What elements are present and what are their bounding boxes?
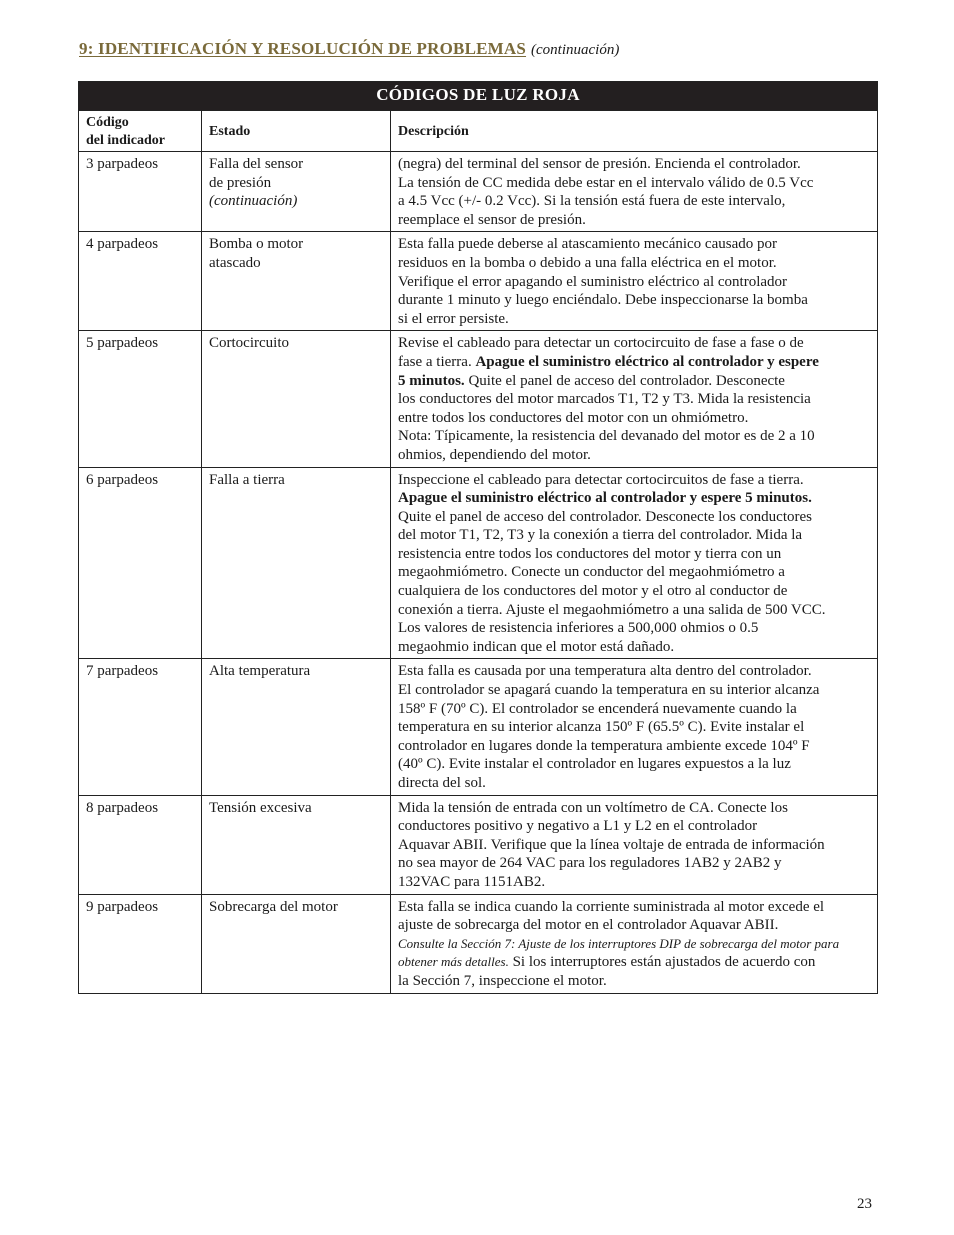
description-line: megaohmio indican que el motor está dañado. bbox=[398, 638, 675, 655]
header-description: Descripción bbox=[391, 111, 878, 152]
description-text: Si los interruptores están ajustados de acuerdo con bbox=[508, 954, 816, 971]
description-line: a 4.5 Vcc (+/- 0.2 Vcc). Si la tensión está fuera de este intervalo, bbox=[398, 193, 786, 210]
description-line bbox=[398, 372, 877, 391]
state-line: Bomba o motor bbox=[209, 236, 304, 253]
description-line: El controlador se apagará cuando la temperatura en su interior alcanza bbox=[398, 682, 820, 699]
table-row bbox=[79, 795, 878, 894]
description-line: Aquavar ABII. Verifique que la línea voltaje de entrada de información bbox=[398, 836, 825, 853]
description-line: 158º F (70º C). El controlador se encenderá nuevamente cuando la bbox=[398, 700, 797, 717]
state-cell: Falla a tierra bbox=[202, 467, 391, 659]
warning-text: 5 minutos. bbox=[398, 372, 465, 389]
description-cell bbox=[391, 795, 878, 894]
header-code bbox=[79, 111, 202, 152]
state-cell: Tensión excesiva bbox=[202, 795, 391, 894]
state-line: Falla del sensor bbox=[209, 156, 304, 172]
description-line: conexión a tierra. Ajuste el megaohmiómetro a una salida de 500 VCC. bbox=[398, 601, 826, 618]
description-line bbox=[398, 353, 877, 372]
description-line: temperatura en su interior alcanza 150º F (65.5º C). Evite instalar el bbox=[398, 719, 805, 736]
header-code-line2: del indicador bbox=[86, 133, 165, 148]
description-cell bbox=[391, 659, 878, 795]
reference-text: obtener más detalles. bbox=[398, 954, 509, 970]
table-row bbox=[79, 659, 878, 795]
table-row bbox=[79, 467, 878, 659]
description-line: entre todos los conductores del motor con un ohmiómetro. bbox=[398, 409, 749, 426]
state-cell bbox=[202, 232, 391, 331]
warning-text: Apague el suministro eléctrico al controlador y espere bbox=[475, 353, 819, 370]
red-light-codes-table bbox=[78, 81, 878, 994]
description-line: Los valores de resistencia inferiores a 500,000 ohmios o 0.5 bbox=[398, 620, 759, 637]
state-note bbox=[209, 192, 390, 211]
state-cell bbox=[202, 152, 391, 232]
header-code-line1: Código bbox=[86, 115, 129, 130]
description-cell bbox=[391, 152, 878, 232]
description-line: 132VAC para 1151AB2. bbox=[398, 873, 546, 890]
description-line: ajuste de sobrecarga del motor en el controlador Aquavar ABII. bbox=[398, 917, 779, 934]
table-row bbox=[79, 232, 878, 331]
page-number: 23 bbox=[857, 1196, 872, 1212]
description-line: cualquiera de los conductores del motor y el otro al conductor de bbox=[398, 583, 788, 600]
state-cell: Cortocircuito bbox=[202, 331, 391, 467]
state-line: atascado bbox=[209, 254, 261, 271]
description-text: Quite el panel de acceso del controlador. Desconecte bbox=[464, 372, 785, 389]
state-note-text: (continuación) bbox=[209, 193, 298, 210]
code-cell: 7 parpadeos bbox=[79, 659, 202, 795]
table-row bbox=[79, 152, 878, 232]
description-line: Esta falla es causada por una temperatura alta dentro del controlador. bbox=[398, 663, 812, 680]
section-title: 9: IDENTIFICACIÓN Y RESOLUCIÓN DE PROBLEMAS bbox=[79, 39, 527, 58]
state-cell: Alta temperatura bbox=[202, 659, 391, 795]
reference-text: Consulte la Sección 7: Ajuste de los interruptores DIP de sobrecarga del motor para bbox=[398, 935, 840, 951]
table-header-row bbox=[79, 111, 878, 152]
description-line: resistencia entre todos los conductores del motor y tierra con un bbox=[398, 545, 782, 562]
description-cell bbox=[391, 894, 878, 993]
table-title-row bbox=[79, 82, 878, 111]
table-title: CÓDIGOS DE LUZ ROJA bbox=[79, 82, 878, 111]
description-line: la Sección 7, inspeccione el motor. bbox=[398, 972, 607, 989]
code-cell: 4 parpadeos bbox=[79, 232, 202, 331]
description-line: megaohmiómetro. Conecte un conductor del megaohmiómetro a bbox=[398, 564, 785, 581]
description-line: Revise el cableado para detectar un cortocircuito de fase a fase o de bbox=[398, 335, 804, 352]
description-cell bbox=[391, 331, 878, 467]
description-line: residuos en la bomba o debido a una falla eléctrica en el motor. bbox=[398, 254, 777, 271]
description-line: ohmios, dependiendo del motor. bbox=[398, 446, 591, 463]
description-line bbox=[398, 935, 877, 954]
description-line: La tensión de CC medida debe estar en el intervalo válido de 0.5 Vcc bbox=[398, 174, 814, 191]
description-line: Esta falla se indica cuando la corriente suministrada al motor excede el bbox=[398, 898, 825, 915]
description-line: Verifique el error apagando el suministro eléctrico al controlador bbox=[398, 273, 788, 290]
description-line: los conductores del motor marcados T1, T2 y T3. Mida la resistencia bbox=[398, 391, 811, 408]
description-cell bbox=[391, 232, 878, 331]
code-cell: 9 parpadeos bbox=[79, 894, 202, 993]
description-cell bbox=[391, 467, 878, 659]
state-cell: Sobrecarga del motor bbox=[202, 894, 391, 993]
code-cell: 6 parpadeos bbox=[79, 467, 202, 659]
code-cell: 3 parpadeos bbox=[79, 152, 202, 232]
description-line: conductores positivo y negativo a L1 y L2 en el controlador bbox=[398, 818, 758, 835]
description-line: del motor T1, T2, T3 y la conexión a tierra del controlador. Mida la bbox=[398, 527, 803, 544]
warning-text: Apague el suministro eléctrico al controlador y espere 5 minutos. bbox=[398, 490, 812, 507]
description-line: Nota: Típicamente, la resistencia del devanado del motor es de 2 a 10 bbox=[398, 428, 815, 445]
description-line: Quite el panel de acceso del controlador. Desconecte los conductores bbox=[398, 508, 813, 525]
description-line: Inspeccione el cableado para detectar cortocircuitos de fase a tierra. bbox=[398, 471, 804, 488]
description-text: fase a tierra. bbox=[398, 353, 476, 370]
state-line: de presión bbox=[209, 174, 272, 191]
header-state: Estado bbox=[202, 111, 391, 152]
description-line: reemplace el sensor de presión. bbox=[398, 211, 586, 228]
description-line: (40º C). Evite instalar el controlador en lugares expuestos a la luz bbox=[398, 756, 791, 773]
description-line bbox=[398, 953, 877, 972]
description-line: (negra) del terminal del sensor de presión. Encienda el controlador. bbox=[398, 156, 801, 172]
section-heading bbox=[79, 38, 899, 61]
description-line bbox=[398, 489, 877, 508]
description-line: durante 1 minuto y luego enciéndalo. Debe inspeccionarse la bomba bbox=[398, 292, 808, 309]
section-continuation: (continuación) bbox=[531, 42, 620, 58]
description-line: controlador en lugares donde la temperatura ambiente excede 104º F bbox=[398, 737, 810, 754]
code-cell: 8 parpadeos bbox=[79, 795, 202, 894]
table-row bbox=[79, 331, 878, 467]
description-line: Esta falla puede deberse al atascamiento mecánico causado por bbox=[398, 236, 777, 253]
code-cell: 5 parpadeos bbox=[79, 331, 202, 467]
description-line: si el error persiste. bbox=[398, 310, 509, 327]
description-line: no sea mayor de 264 VAC para los reguladores 1AB2 y 2AB2 y bbox=[398, 855, 782, 872]
description-line: Mida la tensión de entrada con un voltímetro de CA. Conecte los bbox=[398, 799, 788, 816]
table-row bbox=[79, 894, 878, 993]
description-line: directa del sol. bbox=[398, 775, 486, 791]
